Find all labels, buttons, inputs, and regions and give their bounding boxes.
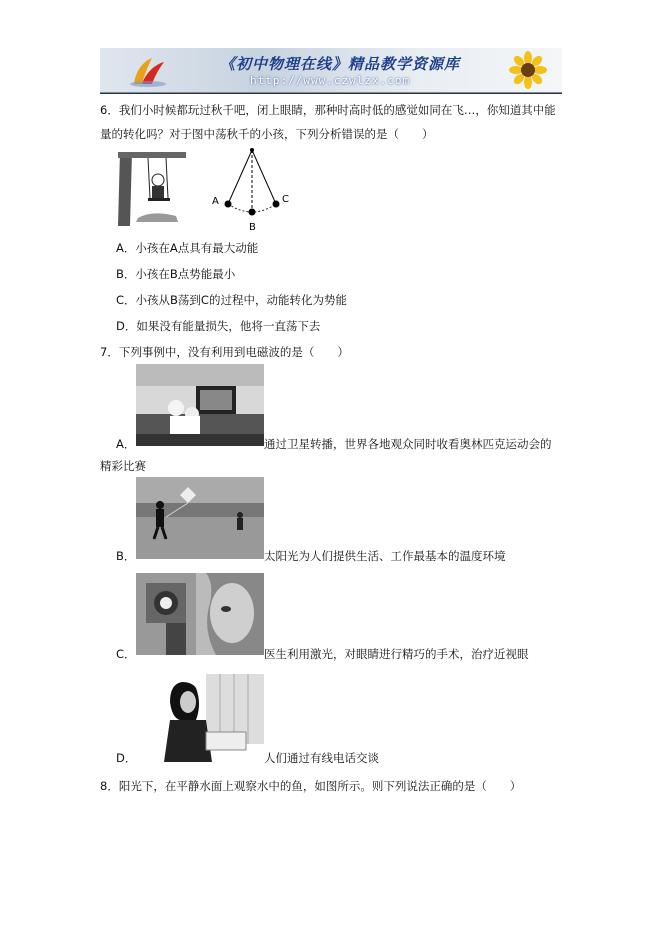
sunflower-icon <box>504 50 552 90</box>
header-banner <box>100 48 562 93</box>
phone-call-image <box>136 674 264 762</box>
label-a: A <box>212 196 219 207</box>
q6-option-a: A．小孩在A点具有最大动能 <box>116 241 259 255</box>
label-b: B <box>249 222 256 233</box>
banner-url: http://www.czwlzx.com <box>250 74 411 87</box>
banner-title: 《初中物理在线》精品教学资源库 <box>220 55 461 73</box>
q7-option-b-text: 太阳光为人们提供生活、工作最基本的温度环境 <box>264 549 506 563</box>
q7-option-c-letter: C． <box>116 647 136 661</box>
sunlight-kite-image <box>136 477 264 559</box>
q6-option-c: C．小孩从B荡到C的过程中，动能转化为势能 <box>116 293 347 307</box>
q7-option-a-letter: A． <box>116 437 136 451</box>
site-logo-icon <box>126 54 170 88</box>
q7-option-c-text: 医生利用激光，对眼睛进行精巧的手术，治疗近视眼 <box>264 647 529 661</box>
q7-option-d-letter: D． <box>116 751 137 765</box>
pendulum-diagram <box>206 146 292 234</box>
q7-option-a-text2: 精彩比赛 <box>100 459 146 473</box>
q7-stem: 7．下列事例中，没有利用到电磁波的是（ ） <box>100 345 349 359</box>
swing-child-image <box>118 152 186 226</box>
q8-stem: 8．阳光下，在平静水面上观察水中的鱼，如图所示。则下列说法正确的是（ ） <box>100 779 522 793</box>
q7-option-d-text: 人们通过有线电话交谈 <box>264 751 379 765</box>
q7-option-b-letter: B． <box>116 549 136 563</box>
label-c: C <box>282 194 289 205</box>
tv-broadcast-image <box>136 364 264 446</box>
q6-stem-line1: 6．我们小时候都玩过秋千吧，闭上眼睛，那种时高时低的感觉如同在飞…，你知道其中能 <box>100 103 556 117</box>
q7-option-a-text: 通过卫星转播，世界各地观众同时收看奥林匹克运动会的 <box>264 437 552 451</box>
q6-option-d: D．如果没有能量损失，他将一直荡下去 <box>116 319 321 333</box>
q6-stem-line2: 量的转化吗？对于图中荡秋千的小孩，下列分析错误的是（ ） <box>100 127 434 141</box>
laser-eye-surgery-image <box>136 573 264 655</box>
header-rule <box>100 93 562 94</box>
q6-option-b: B．小孩在B点势能最小 <box>116 267 236 281</box>
